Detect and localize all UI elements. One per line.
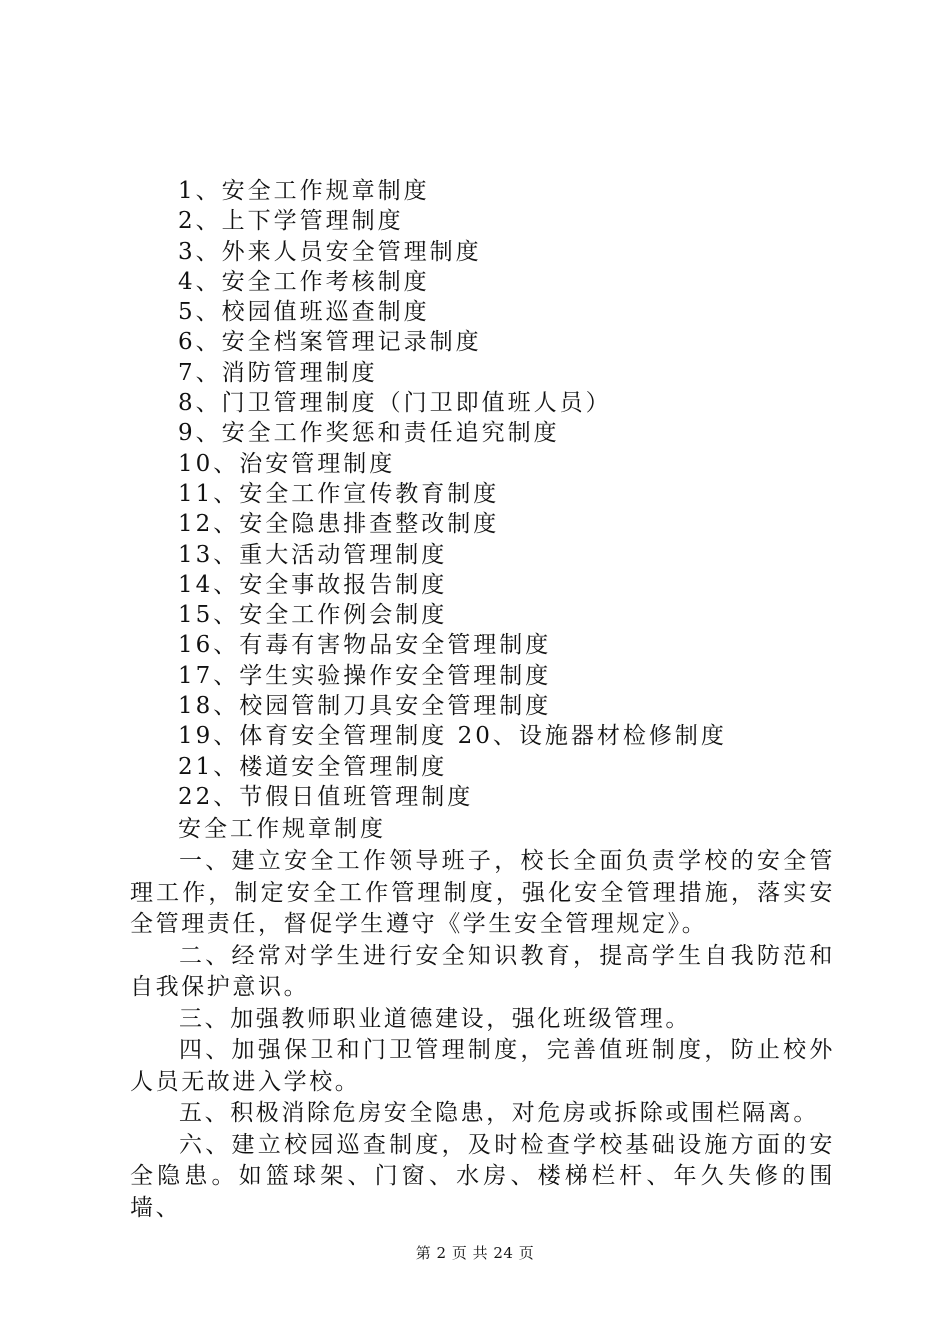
section-title: 安全工作规章制度 (178, 816, 386, 842)
list-item: 3、外来人员安全管理制度 (178, 238, 482, 265)
list-item: 21、楼道安全管理制度 (178, 753, 448, 780)
list-item: 15、安全工作例会制度 (178, 602, 448, 629)
list-item: 8、门卫管理制度（门卫即值班人员） (178, 390, 612, 417)
list-item: 1、安全工作规章制度 (178, 178, 430, 204)
list-item: 6、安全档案管理记录制度 (178, 329, 482, 356)
list-item: 9、安全工作奖惩和责任追究制度 (178, 420, 560, 447)
list-item: 4、安全工作考核制度 (178, 268, 430, 295)
list-item: 11、安全工作宣传教育制度 (178, 480, 500, 507)
paragraph: 二、经常对学生进行安全知识教育，提高学生自我防范和自我保护意识。 (130, 942, 835, 1000)
paragraph: 五、积极消除危房安全隐患，对危房或拆除或围栏隔离。 (179, 1100, 819, 1126)
paragraph: 一、建立安全工作领导班子，校长全面负责学校的安全管理工作，制定安全工作管理制度，强化安全管理措施，落实安全管理责任，督促学生遵守《学生安全管理规定》。 (130, 848, 835, 937)
page-footer: 第 2 页 共 24 页 (415, 1244, 535, 1262)
rules-list (178, 176, 727, 812)
list-item: 2、上下学管理制度 (178, 208, 404, 235)
list-item: 10、治安管理制度 (178, 450, 396, 477)
list-item: 17、学生实验操作安全管理制度 (178, 662, 552, 689)
list-item: 16、有毒有害物品安全管理制度 (178, 632, 552, 659)
paragraph: 四、加强保卫和门卫管理制度，完善值班制度，防止校外人员无故进入学校。 (130, 1037, 835, 1095)
list-item: 5、校园值班巡查制度 (178, 299, 430, 326)
list-item: 7、消防管理制度 (178, 359, 378, 386)
paragraph: 六、建立校园巡查制度，及时检查学校基础设施方面的安全隐患。如篮球架、门窗、水房、楼梯栏杆、年久失修的围墙、 (130, 1131, 835, 1221)
list-item: 14、安全事故报告制度 (178, 571, 448, 598)
list-item: 19、体育安全管理制度 20、设施器材检修制度 (178, 723, 727, 750)
body-text (130, 846, 835, 1224)
list-item: 12、安全隐患排查整改制度 (178, 511, 500, 538)
list-item: 22、节假日值班管理制度 (178, 783, 474, 810)
list-item: 13、重大活动管理制度 (178, 541, 448, 568)
list-item: 18、校园管制刀具安全管理制度 (178, 693, 552, 720)
paragraph: 三、加强教师职业道德建设，强化班级管理。 (179, 1005, 691, 1032)
